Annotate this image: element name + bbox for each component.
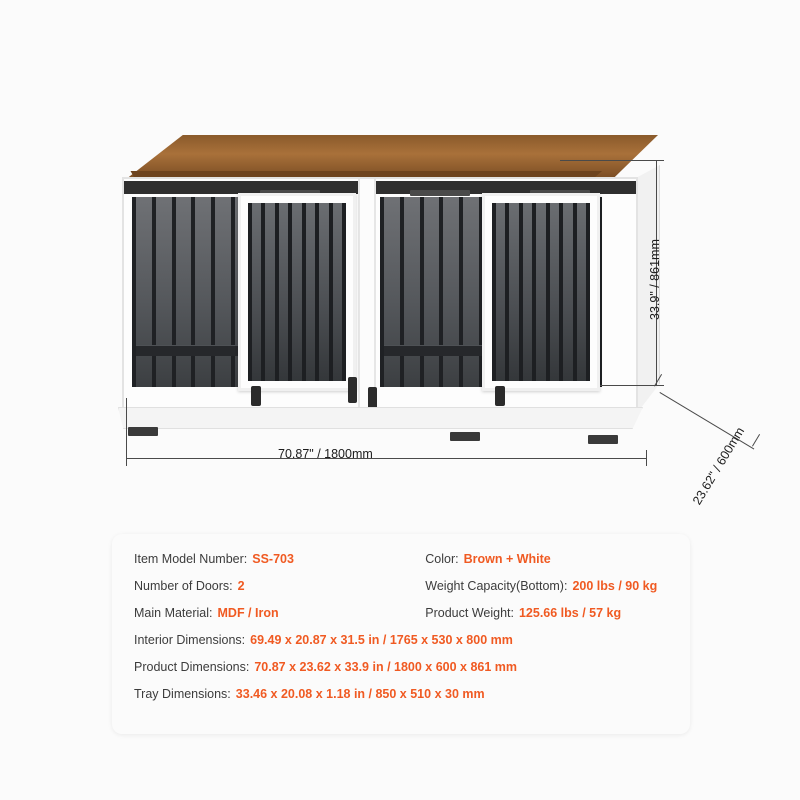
depth-tick-bottom bbox=[752, 434, 760, 447]
bar bbox=[132, 197, 136, 387]
spec-value: Brown + White bbox=[463, 552, 551, 566]
bar bbox=[315, 203, 319, 381]
spec-main-material bbox=[134, 606, 425, 620]
spec-tray-dimensions bbox=[134, 687, 668, 701]
spec-interior-dimensions bbox=[134, 633, 668, 647]
bar bbox=[459, 197, 463, 387]
bar bbox=[532, 203, 536, 381]
spec-value: 200 lbs / 90 kg bbox=[572, 579, 658, 593]
bar bbox=[400, 197, 404, 387]
left-door-latch bbox=[251, 386, 261, 406]
bar bbox=[546, 203, 550, 381]
center-divider-panel bbox=[358, 179, 376, 412]
height-extension-bottom bbox=[600, 385, 656, 386]
left-door-bars bbox=[248, 203, 346, 381]
spec-color bbox=[425, 552, 668, 566]
bar bbox=[275, 203, 279, 381]
bar bbox=[519, 203, 523, 381]
spec-value: 125.66 lbs / 57 kg bbox=[518, 606, 622, 620]
spec-item-model-number bbox=[134, 552, 425, 566]
bar bbox=[191, 197, 195, 387]
spec-key: Product Dimensions: bbox=[134, 660, 250, 674]
right-door-bars bbox=[492, 203, 590, 381]
bar bbox=[231, 197, 235, 387]
bar bbox=[288, 203, 292, 381]
width-extension-left bbox=[126, 398, 127, 458]
bar bbox=[439, 197, 443, 387]
bar bbox=[302, 203, 306, 381]
bar bbox=[172, 197, 176, 387]
left-sliding-door bbox=[238, 193, 356, 391]
spec-weight-capacity bbox=[425, 579, 668, 593]
bar bbox=[152, 197, 156, 387]
spec-key: Tray Dimensions: bbox=[134, 687, 231, 701]
foot-left bbox=[128, 427, 158, 436]
spec-row bbox=[134, 552, 668, 566]
height-extension-top bbox=[560, 160, 656, 161]
spec-product-dimensions bbox=[134, 660, 668, 674]
spec-key: Product Weight: bbox=[425, 606, 514, 620]
height-dimension-label: 33.9" / 861mm bbox=[648, 239, 662, 320]
cabinet-base bbox=[118, 407, 643, 429]
spec-key: Main Material: bbox=[134, 606, 213, 620]
spec-key: Interior Dimensions: bbox=[134, 633, 246, 647]
bar bbox=[211, 197, 215, 387]
width-dimension-label: 70.87" / 1800mm bbox=[278, 447, 373, 461]
spec-row bbox=[134, 660, 668, 674]
bar bbox=[505, 203, 509, 381]
spec-value: SS-703 bbox=[252, 552, 294, 566]
bar bbox=[573, 203, 577, 381]
foot-center bbox=[450, 432, 480, 441]
bar bbox=[329, 203, 333, 381]
center-latch-left bbox=[348, 377, 357, 403]
dog-crate-graphic bbox=[110, 135, 670, 455]
bar bbox=[559, 203, 563, 381]
spec-value: 70.87 x 23.62 x 33.9 in / 1800 x 600 x 861 mm bbox=[254, 660, 518, 674]
spec-row bbox=[134, 687, 668, 701]
spec-key: Item Model Number: bbox=[134, 552, 248, 566]
right-sliding-door bbox=[482, 193, 600, 391]
spec-number-of-doors bbox=[134, 579, 425, 593]
bar bbox=[261, 203, 265, 381]
bar bbox=[586, 203, 590, 381]
specification-card bbox=[112, 534, 690, 734]
spec-value: MDF / Iron bbox=[217, 606, 279, 620]
spec-key: Color: bbox=[425, 552, 459, 566]
wood-top-panel bbox=[118, 135, 658, 177]
spec-row bbox=[134, 633, 668, 647]
bar bbox=[380, 197, 384, 387]
spec-product-weight bbox=[425, 606, 668, 620]
spec-key: Number of Doors: bbox=[134, 579, 233, 593]
rail-slot-center bbox=[410, 190, 470, 196]
spec-row bbox=[134, 579, 668, 593]
bar bbox=[420, 197, 424, 387]
spec-value: 2 bbox=[237, 579, 245, 593]
width-dimension-line bbox=[126, 458, 646, 459]
bar bbox=[248, 203, 252, 381]
spec-key: Weight Capacity(Bottom): bbox=[425, 579, 568, 593]
depth-dimension-label: 23.62" / 600mm bbox=[690, 424, 748, 508]
spec-value: 69.49 x 20.87 x 31.5 in / 1765 x 530 x 800 mm bbox=[250, 633, 513, 647]
bar bbox=[342, 203, 346, 381]
width-tick-right bbox=[646, 450, 647, 466]
foot-right bbox=[588, 435, 618, 444]
spec-value: 33.46 x 20.08 x 1.18 in / 850 x 510 x 30 mm bbox=[235, 687, 485, 701]
bar bbox=[492, 203, 496, 381]
right-door-latch bbox=[495, 386, 505, 406]
spec-row bbox=[134, 606, 668, 620]
